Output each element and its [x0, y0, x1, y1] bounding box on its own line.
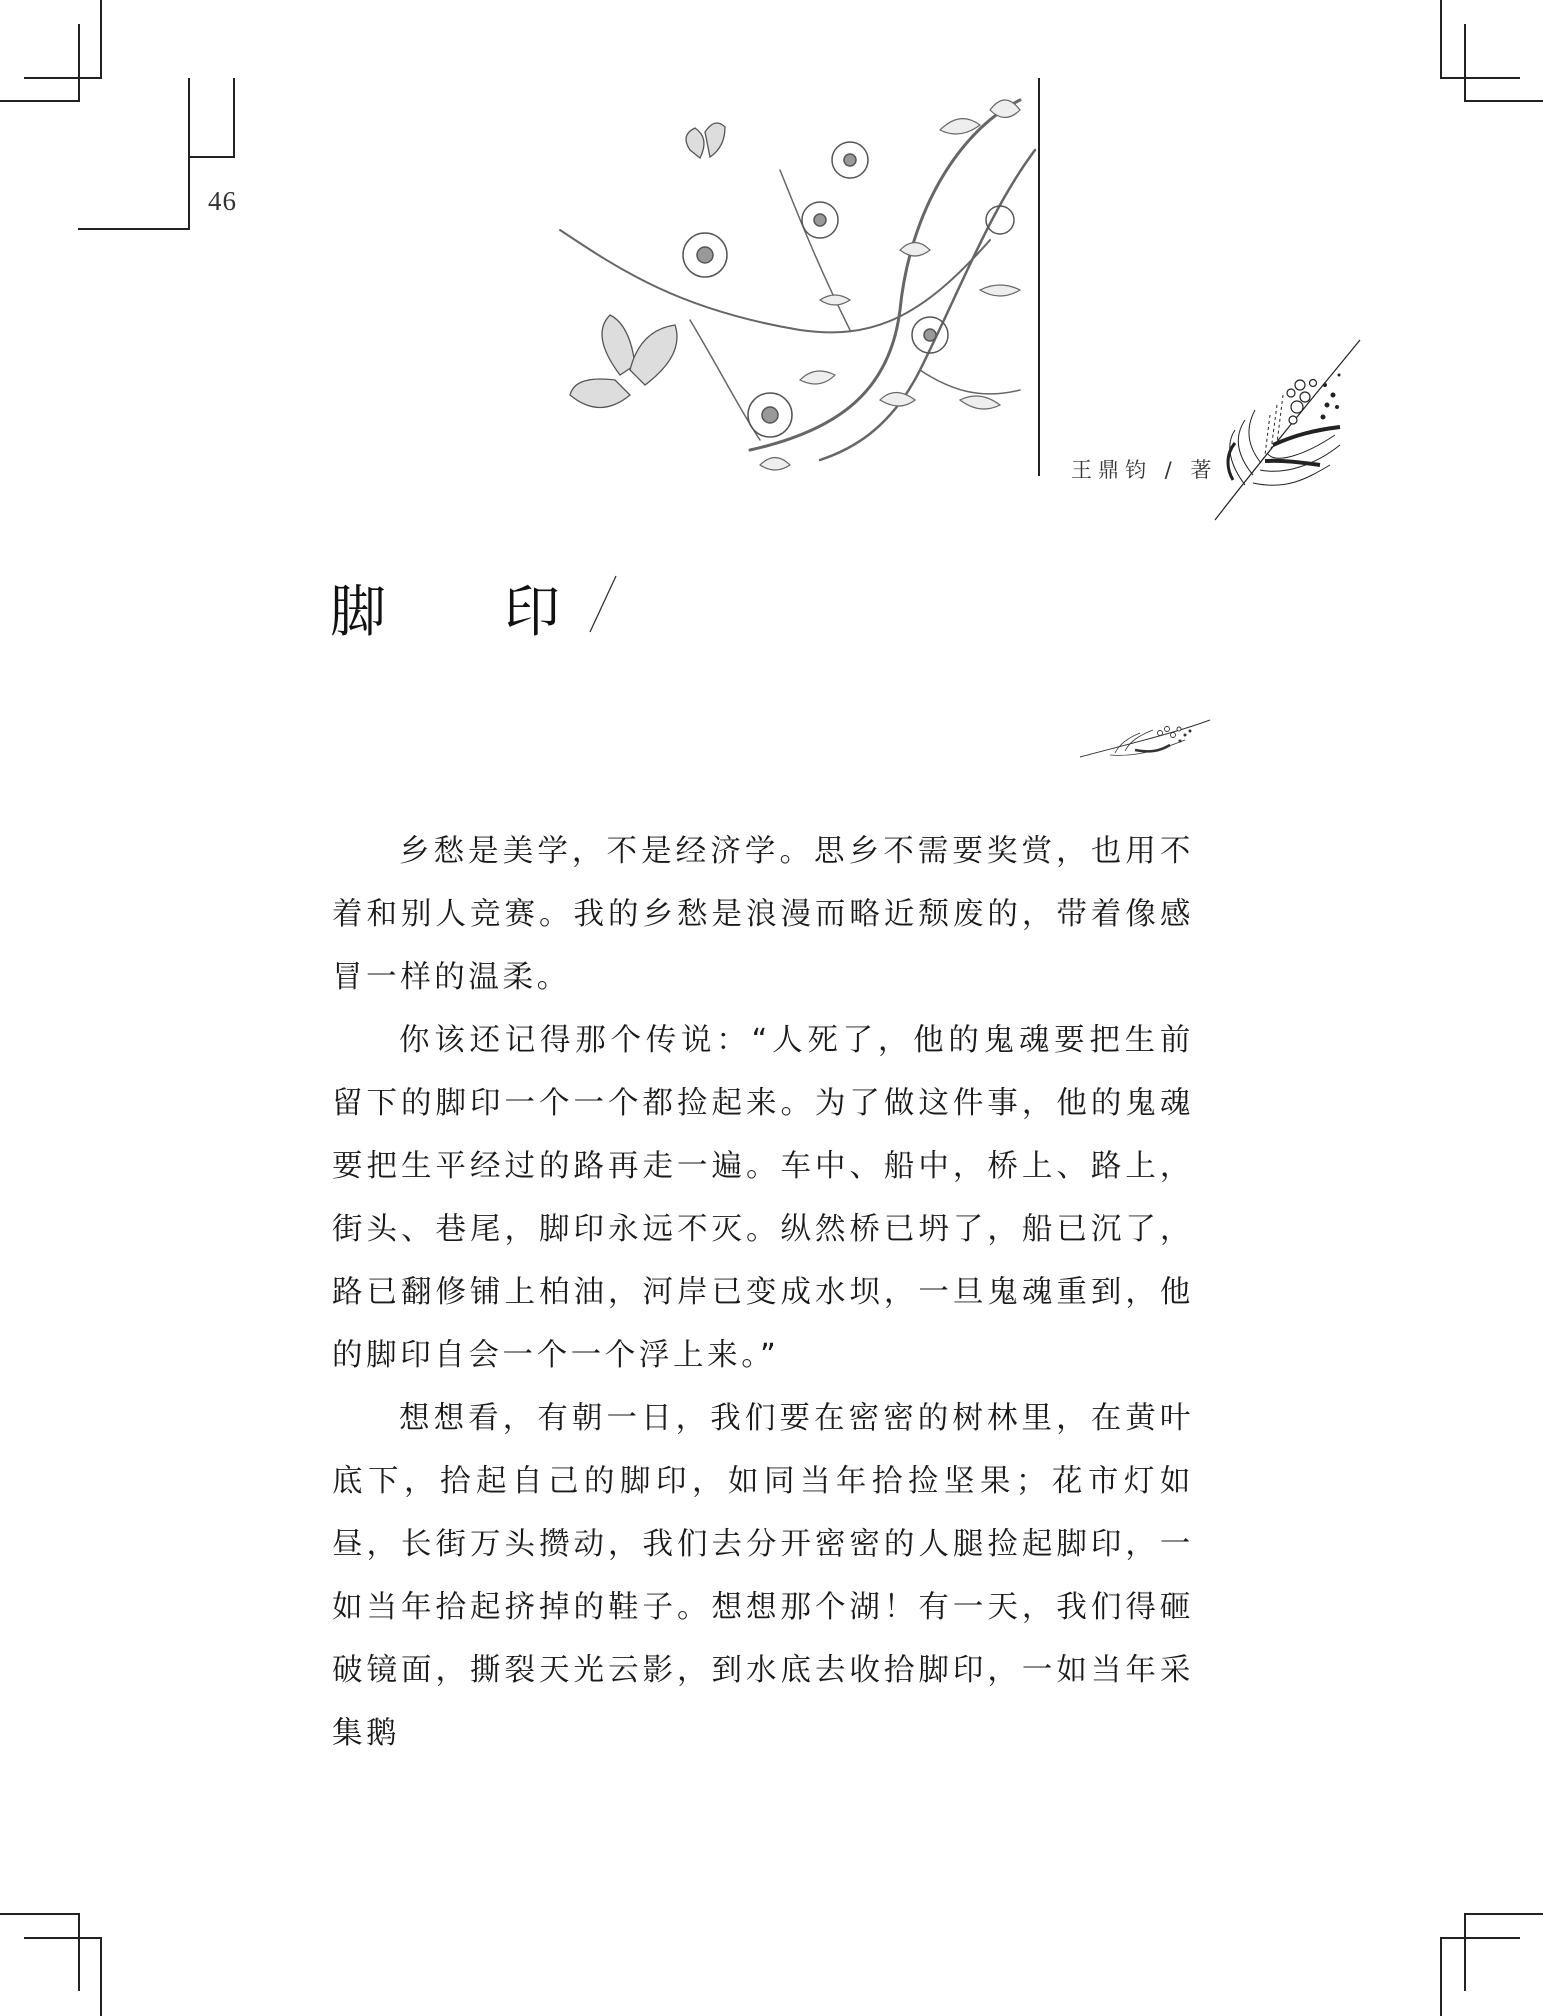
title-slash-decoration — [588, 574, 618, 634]
vertical-rule — [1038, 78, 1040, 476]
article-body — [332, 820, 1194, 1765]
paragraph: 乡愁是美学，不是经济学。思乡不需要奖赏，也用不着和别人竞赛。我的乡愁是浪漫而略近颓废的，带着像感冒一样的温柔。 — [332, 834, 1194, 995]
paragraph: 你该还记得那个传说：“人死了，他的鬼魂要把生前留下的脚印一个一个都捡起来。为了做这件事，他的鬼魂要把生平经过的路再走一遍。车中、船中，桥上、路上，街头、巷尾，脚印永远不灭。纵然桥已坍了，船已沉了，路已翻修铺上柏油，河岸已变成水坝，一旦鬼魂重到，他的脚印自会一个一个浮上来。” — [332, 1023, 1194, 1373]
article-title — [330, 568, 560, 648]
vine-illustration — [520, 70, 1040, 490]
page-number: 46 — [208, 186, 237, 216]
paragraph: 想想看，有朝一日，我们要在密密的树林里，在黄叶底下，拾起自己的脚印，如同当年拾捡坚果；花市灯如昼，长街万头攒动，我们去分开密密的人腿捡起脚印，一如当年拾起挤掉的鞋子。想想那个湖！有一天，我们得砸破镜面，撕裂天光云影，到水底去收拾脚印，一如当年采集鹅 — [332, 1401, 1194, 1751]
feather-icon — [1205, 335, 1375, 525]
author-byline: 王鼎钧 / 著 — [1071, 458, 1218, 482]
title-char-1: 脚 — [330, 580, 386, 645]
feather-icon-small — [1075, 715, 1215, 765]
title-char-2: 印 — [504, 580, 560, 645]
